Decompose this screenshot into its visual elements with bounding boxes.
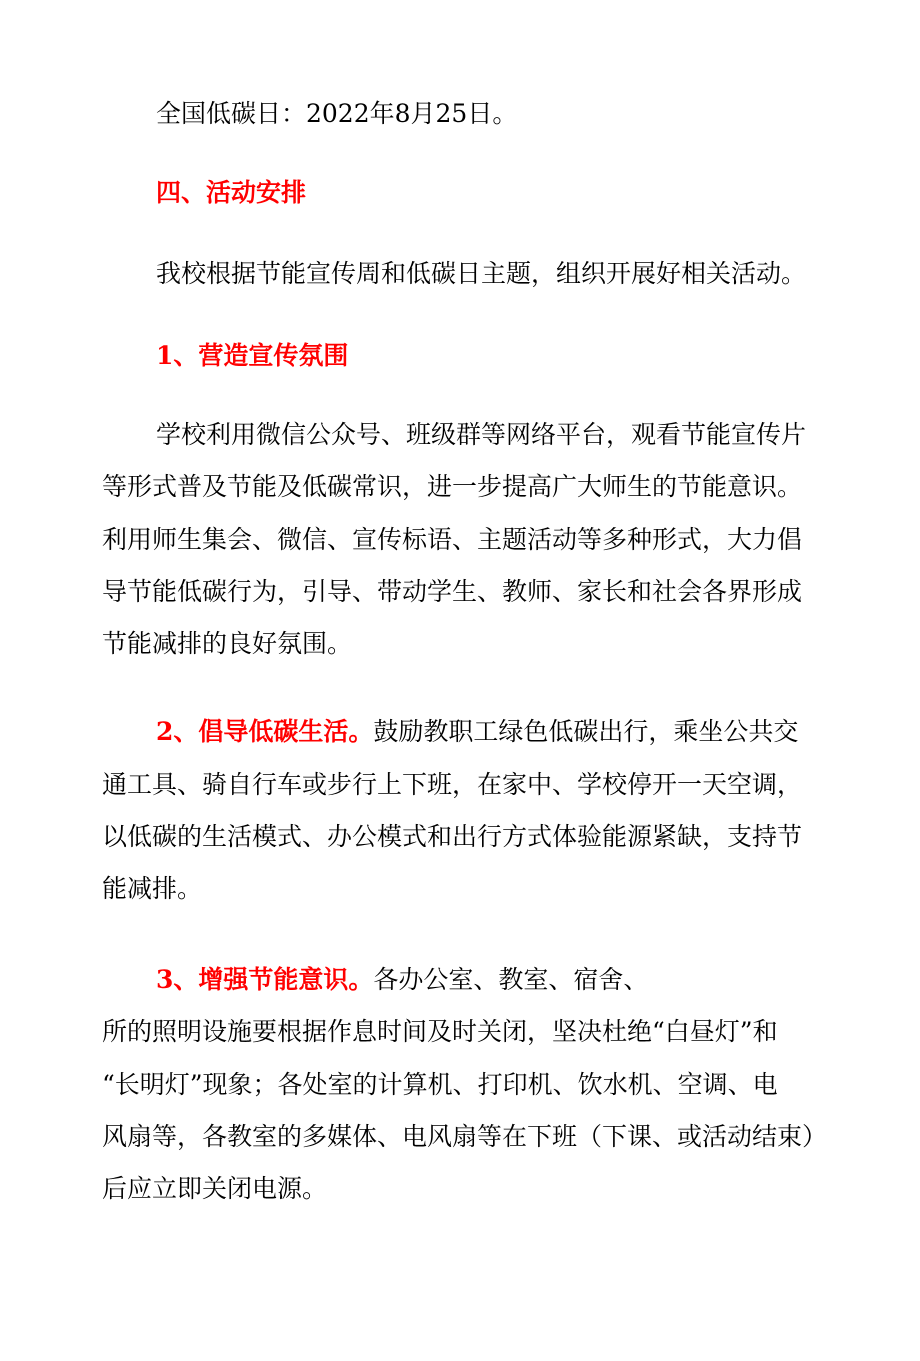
paragraph-line: 通工具、骑自行车或步行上下班，在家中、学校停开一天空调，	[102, 770, 803, 799]
paragraph-text: 各办公室、教室、宿舍、	[373, 965, 649, 994]
paragraph-line: 所的照明设施要根据作息时间及时关闭，坚决杜绝“白昼灯”和	[102, 1017, 778, 1046]
paragraph-line: 学校利用微信公众号、班级群等网络平台，观看节能宣传片	[156, 420, 807, 449]
paragraph-line	[156, 964, 648, 996]
item3-heading: 3、增强节能意识。	[156, 965, 374, 994]
paragraph-line: 后应立即关闭电源。	[102, 1174, 328, 1203]
paragraph-line: “长明灯”现象；各处室的计算机、打印机、饮水机、空调、电	[102, 1070, 778, 1099]
paragraph-text: 鼓励教职工绿色低碳出行，乘坐公共交	[373, 717, 799, 746]
paragraph-line: 等形式普及节能及低碳常识，进一步提高广大师生的节能意识。	[102, 472, 803, 501]
paragraph-line: 节能减排的良好氛围。	[102, 629, 353, 658]
item2-heading: 2、倡导低碳生活。	[156, 717, 374, 746]
paragraph-line: 能减排。	[102, 874, 203, 903]
paragraph-line: 利用师生集会、微信、宣传标语、主题活动等多种形式，大力倡	[102, 525, 803, 554]
paragraph-line: 风扇等，各教室的多媒体、电风扇等在下班（下课、或活动结束）	[102, 1122, 828, 1151]
item1-heading: 1、营造宣传氛围	[156, 341, 349, 370]
intro-paragraph: 我校根据节能宣传周和低碳日主题，组织开展好相关活动。	[156, 259, 807, 288]
section-heading-activity-arrangement: 四、活动安排	[156, 178, 307, 207]
date-line: 全国低碳日：2022年8月25日。	[156, 99, 518, 128]
paragraph-line: 导节能低碳行为，引导、带动学生、教师、家长和社会各界形成	[102, 577, 803, 606]
paragraph-line	[156, 716, 798, 748]
paragraph-line: 以低碳的生活模式、办公模式和出行方式体验能源紧缺，支持节	[102, 822, 803, 851]
